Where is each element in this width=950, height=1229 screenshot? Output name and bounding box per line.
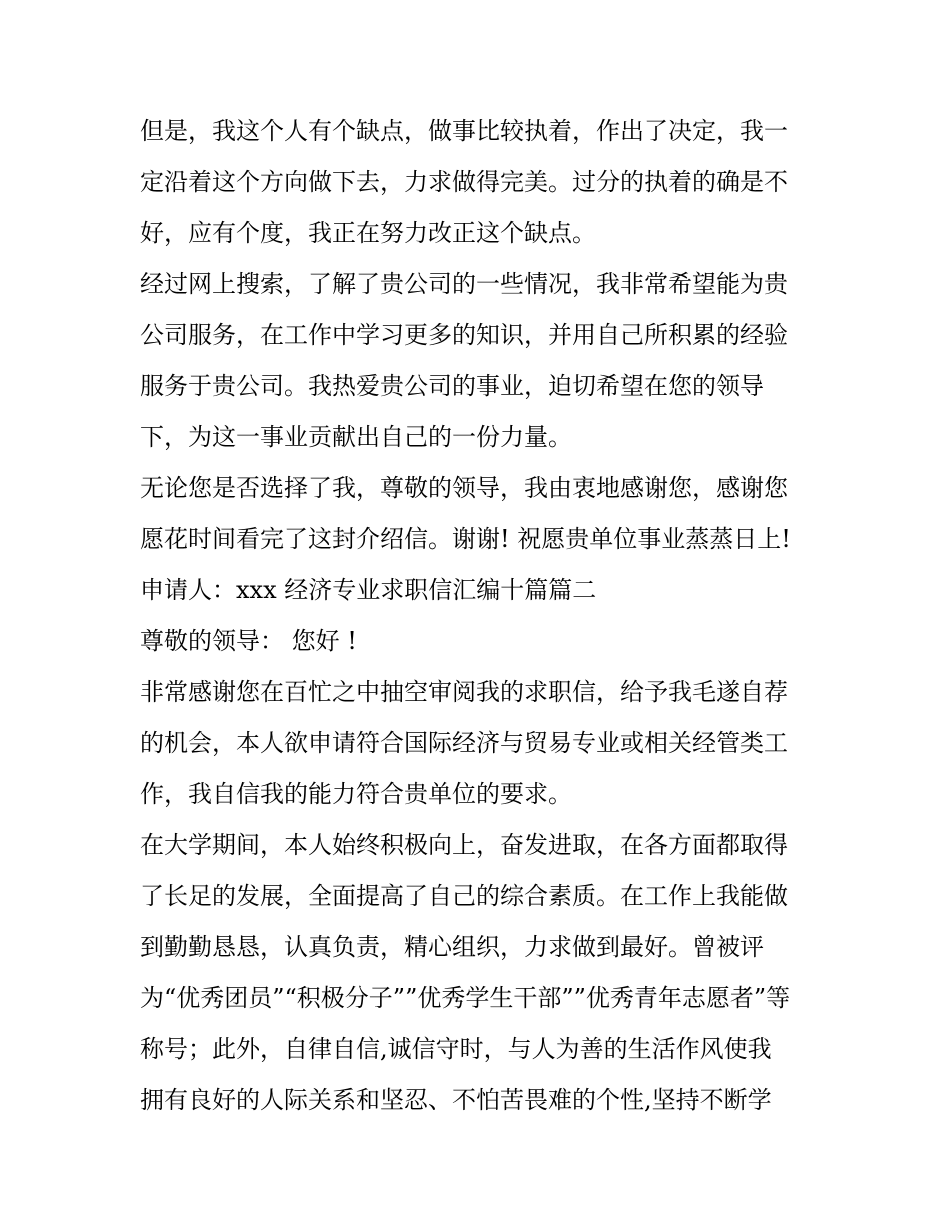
text-line: 了长足的发展，全面提高了自己的综合素质。在工作上我能做 xyxy=(140,882,788,910)
salutation: 尊敬的领导： 您好 ! xyxy=(140,627,357,655)
text-line: 公司服务，在工作中学习更多的知识，并用自己所积累的经验 xyxy=(140,321,788,349)
document-body xyxy=(140,106,820,1126)
text-line: 好，应有个度，我正在努力改正这个缺点。 xyxy=(140,219,596,247)
text-line: 为“优秀团员”“积极分子””优秀学生干部””优秀青年志愿者”等 xyxy=(140,984,791,1012)
text-line: 经过网上搜索，了解了贵公司的一些情况，我非常希望能为贵 xyxy=(140,270,788,298)
text-line: 定沿着这个方向做下去，力求做得完美。过分的执着的确是不 xyxy=(140,168,788,196)
text-line: 拥有良好的人际关系和坚忍、不怕苦畏难的个性,坚持不断学 xyxy=(140,1086,772,1114)
text-line: 作，我自信我的能力符合贵单位的要求。 xyxy=(140,780,572,808)
text-line: 无论您是否选择了我，尊敬的领导，我由衷地感谢您，感谢您 xyxy=(140,474,788,502)
text-line: 下，为这一事业贡献出自己的一份力量。 xyxy=(140,423,572,451)
text-line: 但是，我这个人有个缺点，做事比较执着，作出了决定，我一 xyxy=(140,117,788,145)
text-line: 非常感谢您在百忙之中抽空审阅我的求职信，给予我毛遂自荐 xyxy=(140,678,788,706)
text-line: 在大学期间，本人始终积极向上，奋发进取，在各方面都取得 xyxy=(140,831,788,859)
text-line: 的机会，本人欲申请符合国际经济与贸易专业或相关经管类工 xyxy=(140,729,788,757)
text-line: 到勤勤恳恳，认真负责，精心组织，力求做到最好。曾被评 xyxy=(140,933,764,961)
text-line: 称号；此外，自律自信,诚信守时，与人为善的生活作风使我 xyxy=(140,1035,772,1063)
text-line: 服务于贵公司。我热爱贵公司的事业，迫切希望在您的领导 xyxy=(140,372,764,400)
applicant-heading: 申请人：xxx 经济专业求职信汇编十篇篇二 xyxy=(140,576,597,604)
text-line: 愿花时间看完了这封介绍信。谢谢! 祝愿贵单位事业蒸蒸日上! xyxy=(140,525,791,553)
